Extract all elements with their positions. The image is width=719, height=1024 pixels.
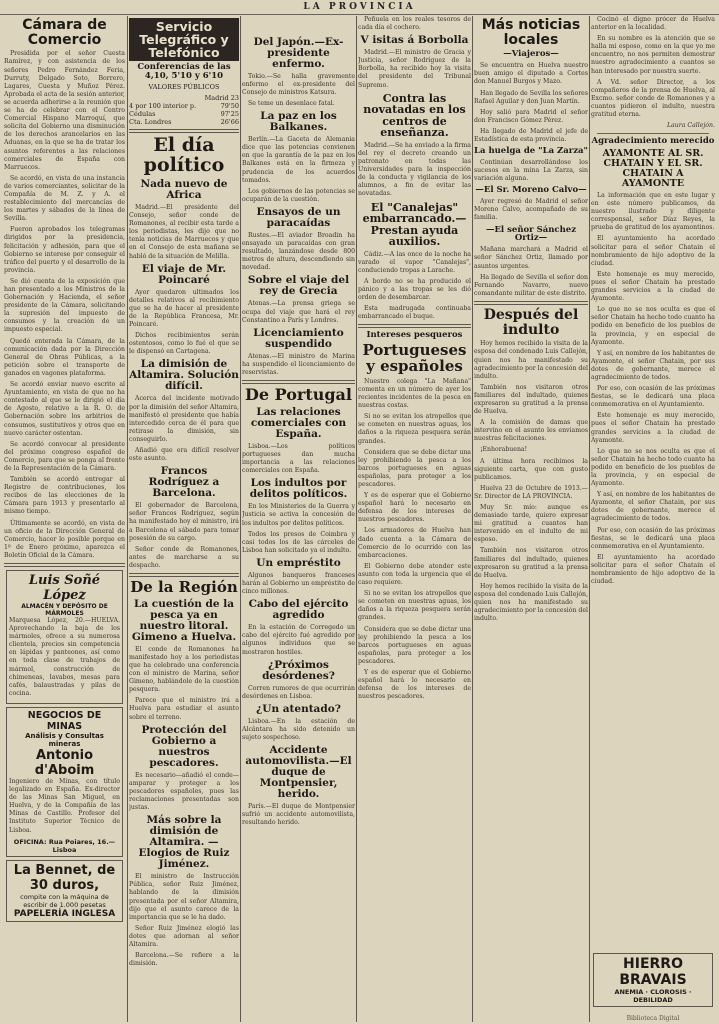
rate-row	[129, 102, 239, 110]
article-paragraph: En su nombre es la atención que se halla mi esposo, como en la que yo me encuentro, no nos permiten demostrar nuestro agradecimiento a cuantos se han interesado por nuestra suerte.	[591, 35, 715, 75]
column-4	[358, 16, 471, 1022]
advert-name: Antonio d'Aboim	[34, 747, 95, 778]
column-rule	[240, 16, 241, 1022]
article-paragraph: Ha llegado de Madrid el jefe de Estadística de esta provincia.	[474, 127, 588, 144]
headline-balkanes: La paz en los Balkanes.	[260, 110, 337, 134]
divider	[597, 133, 709, 134]
headline-relaciones: Las relaciones comerciales con España.	[250, 405, 347, 440]
signature: Laura Callejón.	[666, 122, 715, 130]
article-paragraph: Han llegado de Sevilla los señores Rafael Aguilar y don Juan Martín.	[474, 89, 588, 105]
rates-header	[129, 94, 239, 102]
article-paragraph: Este homenaje es muy merecido, pues el señor Chatain ha prestado grandes servicios a la ciudad de Ayamonte.	[591, 270, 715, 303]
article-paragraph: Se encuentra en Huelva nuestro buen amigo el diputado a Cortes don Manuel Burgos y Mazo.	[474, 62, 588, 86]
article-paragraph: Considera que se debe dictar una ley prohibiendo la pesca a los barcos portugueses en aguas españolas, para proteger a los pescadores.	[358, 625, 471, 665]
article-paragraph: Y así, en nombre de los habitantes de Ayamonte, el señor Chatain, por sus dotes de gobernante, merece el agradecimiento de todos.	[591, 349, 715, 381]
article-paragraph: Dichos recibimientos serán ostentosos, como lo fué el que se le dispensó en Cartagena.	[129, 332, 239, 356]
subhead-zarza: La huelga de "La Zarza"	[474, 146, 588, 157]
column-rule	[356, 16, 357, 1022]
article-paragraph: Fueron aprobados los telegramas dirigidos por la presidencia, felicitación y adhesión, para que el Gobierno se interese por conseguir el tráfico del puerto y el desarrollo de la provincia.	[4, 226, 125, 274]
headline-poincare: El viaje de Mr. Poincaré	[141, 262, 227, 286]
article-paragraph: Todos los presos de Coimbra y casi todos los de las cárceles de Lisboa han solicitado ya el indulto.	[242, 530, 355, 554]
divider	[129, 129, 239, 133]
article-paragraph: La información que en este lugar y en este número publicamos, da nuestro ilustrado y diligente corresponsal, señor Díaz Reyes, la prueba de gratitud de los ayamontinos.	[591, 192, 715, 232]
headline-licenciamiento: Licenciamiento suspendido	[253, 326, 344, 350]
advert-text: Ingeniero de Minas, con título legalizado en España. Ex-director de las Minas San Miguel, en Huelva, y de la Compañía de las Minas de Castillo. Profesor del Instituto Superior Técnico de Lisboa.	[9, 777, 120, 834]
article-paragraph: Y así, en nombre de los habitantes de Ayamonte, el señor Chatain, por sus dotes de gobernante, merece el agradecimiento de todos.	[591, 491, 715, 523]
headline-region: De la Región	[130, 577, 238, 596]
article-paragraph: En la estación de Corregedo un cabo del ejército fué agredido por algunos individuos que se mostraron hostiles.	[242, 624, 355, 656]
article-paragraph: Berlín.—La Gaceta de Alemania dice que las potencias convienen en que la garantía de la paz en los Balkanes está en la firmeza y prudencia de los acuerdos tomados.	[242, 136, 355, 184]
divider	[242, 380, 355, 384]
article-paragraph: Ayer regresó de Madrid el señor Moreno Calvo, acompañado de su familia.	[474, 198, 588, 222]
article-paragraph: Peñuela en los reales tesoros de cada día el cochero.	[358, 16, 471, 32]
masthead-title: LA PROVINCIA	[303, 2, 416, 12]
advert-subtitle: Análisis y Consultas mineras	[25, 731, 104, 748]
article-paragraph: Presidida por el señor Cuesta Ramírez, y con asistencia de los señores Pedro Fernández Feria, Durruty, Delgado Soto, Borrero, Lagares, Cuesta y Muñoz Pérez. Aprobada el acta de la sesión anterior, se acuerda adherirse a la reunión que se ha de celebrar con el Centro Comercial Hispano Marroquí, que solicita del Gobierno una disminución de los derechos arancelarios en las Aduanas, en la que se ha de tratar los asuntos referentes a las relaciones comerciales de España con Marruecos.	[4, 50, 125, 171]
divider	[474, 301, 588, 305]
section-banner-servicio: Servicio Telegráfico y Telefónico	[129, 18, 239, 61]
headline-proteccion: Protección del Gobierno a nuestros pescadores.	[141, 723, 227, 769]
article-paragraph: Nuestro colega "La Mañana" comenta en un número de ayer los recientes incidentes de la pesca en nuestras costas.	[358, 377, 471, 410]
advert-bennet	[6, 860, 123, 922]
article-paragraph: Es necesario—añadió el conde—amparar y proteger a los pescadores españoles, pues las reclamaciones presentadas son justas.	[129, 771, 239, 812]
advert-hierro-bravais	[593, 953, 713, 1007]
headline-indultos: Los indultos por delitos políticos.	[249, 477, 348, 501]
advert-name: HIERRO BRAVAIS	[619, 956, 687, 988]
article-paragraph: Acerca del incidente motivado por la dimisión del señor Altamira, manifestó el presidente que había intercedido cerca de él para que retirase la dimisión, sin conseguirlo.	[129, 395, 239, 443]
article-paragraph: El ministro de Instrucción Pública, señor Ruiz Jiménez, hablando de la dimisión presentada por el señor Altamira, dijo que el asunto carece de la importancia que se le ha dado.	[129, 873, 239, 921]
article-paragraph: Atenas.—El ministro de Marina ha suspendido el licenciamiento de reservistas.	[242, 352, 355, 376]
article-paragraph: ¡Enhorabuena!	[480, 446, 528, 454]
subhead-conferencias: Conferencias de las 4,10, 5'10 y 6'10	[137, 62, 231, 82]
article-paragraph: Cádiz.—A las once de la noche ha varado el vapor "Canalejas", conduciendo tropas a Larache.	[358, 250, 471, 274]
article-paragraph: Madrid.—El presidente del Consejo, señor conde de Romanones, al recibir esta tarde a los periodistas, les dijo que no tenía noticias de Marruecos y que en el Consejo de esta mañana se habló de la situación de Melilla.	[129, 203, 239, 260]
rates-date: Madrid 23	[204, 94, 239, 103]
subhead-calvo: —El Sr. Moreno Calvo—	[475, 185, 587, 196]
article-paragraph: A Vd. señor Director, a los compañeros de la prensa de Huelva, al Excmo. señor conde de Romanones y a cuantos pidieron el indulto, nuestra gratitud eterna.	[591, 78, 715, 119]
article-paragraph: Parece que el ministro irá a Huelva para estudiar el asunto sobre el terreno.	[129, 697, 239, 721]
headline-africa: Nada nuevo de Africa	[140, 177, 228, 201]
headline-rodriguez: Francos Rodríguez a Barcelona.	[148, 465, 220, 500]
headline-mas-noticias: Más noticias locales	[481, 17, 581, 48]
rates-table	[129, 102, 239, 126]
article-paragraph: Últimamente se acordó, en vista de un oficio de la Dirección General de Comercio, hacer lo posible porque en 1º de Enero próximo, aparezca el Boletín Oficial de la Cámara.	[4, 519, 125, 559]
article-paragraph: El Gobierno debe atender este asunto con toda la urgencia que el caso requiere.	[358, 562, 471, 587]
article-paragraph: Barcelona.—Se refiere a la dimisión.	[129, 952, 239, 968]
article-paragraph: Ha llegado de Sevilla el señor don Fernando Navarro, nuevo comandante militar de este distrito.	[474, 273, 588, 297]
headline-novatadas: Contra las novatadas en los centros de enseñanza.	[363, 91, 466, 140]
headline-ayamonte: AYAMONTE AL SR. CHATAIN Y EL SR. CHATAIN A AYAMONTE	[602, 148, 704, 190]
article-paragraph: A bordo no se ha producido el pánico y a las tropas se les dió orden de desembarcar.	[358, 277, 471, 302]
article-paragraph: Por eso, con ocasión de las próximas fiestas, se le dedicará una placa conmemorativa en el Ayuntamiento.	[591, 526, 715, 550]
headline-portugal: De Portugal	[245, 385, 352, 405]
advert-title: NEGOCIOS DE MINAS	[27, 709, 102, 732]
article-paragraph: Se acordó, en vista de una instancia de varios comerciantes, solicitar de la Compañía de M. Z. y A. el restablecimiento del mercancías de los martes y sábados de la línea de Sevilla.	[4, 174, 125, 223]
column-5	[474, 16, 588, 1022]
rate-value: 79'50	[220, 102, 239, 111]
advert-subtitle: ANEMIA · CLOROSIS · DEBILIDAD	[614, 988, 692, 1004]
column-3	[242, 16, 355, 1022]
advert-minas	[6, 707, 123, 857]
headline-borbolla: V isitas á Borbolla	[360, 34, 469, 47]
column-rule	[589, 16, 590, 1022]
article-paragraph: Hoy salió para Madrid el señor don Francisco Gómez Pérez.	[474, 108, 588, 124]
article-paragraph: Se dió cuenta de la exposición que han presentado a los Ministros de la Gobernación y Hacienda, el señor presidente de la Cámara, solicitando la supresión del impuesto de consumos y la creación de un impuesto especial.	[4, 277, 125, 334]
rate-row	[129, 118, 239, 126]
headline-servicio-cont	[242, 18, 355, 34]
article-paragraph: Lisboa.—En la estación de Alcântara ha sido detenido un sujeto sospechoso.	[242, 717, 355, 742]
article-paragraph: Madrid.—Se ha enviado a la firma del rey el decreto creando un patronato en todas las Universidades para la inspección de la conducta y vigilancia de los alumnos, a fin de evitar las novatadas.	[358, 141, 471, 198]
article-paragraph: Por eso, con ocasión de las próximas fiestas, se le dedicará una placa conmemorativa en el Ayuntamiento.	[591, 385, 715, 409]
article-paragraph: También nos visitaron otros familiares del indultado, quienes expresaron su gratitud a la prensa de Huelva.	[474, 547, 588, 579]
article-paragraph: Lo que no se nos oculta es que el señor Chatain ha hecho todo cuanto ha podido en beneficio de los pueblos de la provincia, y en especial de Ayamonte.	[591, 447, 715, 488]
article-paragraph: Ayer quedaron ultimados los detalles relativos al recibimiento que se ha de hacer al presidente de la República Francesa, Mr. Poincaré.	[129, 288, 239, 328]
headline-portugueses: Portugueses y españoles	[362, 341, 467, 376]
advert-text: Marquesa López, 20.—HUELVA. Aprovechando la baja de los mármoles, ofrece a su numerosa clientela, precios sin competencia en lápidas y panteones, así como en toda clase de trabajos de mármol, construcción de chimeneas, lavabos, mesas para cafés, balaustradas y pilas de cocina.	[9, 617, 120, 697]
article-paragraph: En los Ministerios de la Guerra y Justicia se activa la concesión de los indultos por delitos políticos.	[242, 503, 355, 527]
column-6	[591, 16, 715, 1022]
article-paragraph: Muy Sr. mío: aunque es demasiado tarde, quiero expresar mi gratitud a cuantos han intervenido en el indulto de mi esposo.	[474, 504, 588, 544]
rate-value: 97'25	[220, 110, 239, 119]
article-paragraph: También se acordó entregar al Registro de contribuciones, los recibos de las elecciones de la Cámara para 1913 y presentarlo al mismo tiempo.	[4, 476, 125, 516]
article-paragraph: Si no se evitan los atropellos que se cometen en nuestras aguas, los daños a la riqueza pesquera serán grandes.	[358, 590, 471, 622]
rate-value: 26'66	[220, 118, 239, 127]
article-paragraph: Huelva 23 de Octubre de 1913.—Sr. Director de LA PROVINCIA.	[474, 484, 588, 500]
divider	[4, 563, 125, 567]
headline-intereses: Intereses pesqueros	[366, 330, 463, 341]
article-paragraph: Lisboa.—Los políticos portugueses dan mucha importancia a las relaciones comerciales con España.	[242, 442, 355, 475]
headline-indulto: Después del indulto	[483, 306, 579, 338]
advert-subtitle: ALMACÉN Y DEPÓSITO DE MÁRMOLES	[21, 603, 108, 617]
column-rule	[472, 16, 473, 1022]
column-2	[129, 16, 239, 1022]
article-paragraph: Considera que se debe dictar una ley prohibiendo la pesca a los barcos portugueses en aguas españolas, para proteger a los pescadores.	[358, 448, 471, 488]
headline-paracaidas: Ensayos de un paracaídas	[256, 205, 341, 229]
article-paragraph: El ayuntamiento ha acordado solicitar para el señor Chatain el nombramiento de hijo adoptivo de la ciudad.	[591, 235, 715, 267]
article-paragraph: También nos visitaron otros familiares del indultado, quienes expresaron su gratitud a la prensa de Huelva.	[474, 383, 588, 416]
article-paragraph: Quedó enterada la Cámara, de la comunicación dada por la Dirección General de Obras Públicas, a la petición sobre el transporte de ganados en vagones plataforma.	[4, 337, 125, 377]
subhead-agradecimiento: Agradecimiento merecido	[591, 136, 715, 147]
article-paragraph: Se acordó enviar nuevo escrito al Ayuntamiento, en vista de que no ha contestado al que se le dirigió el día de Agosto, relativo a la R. O. de Gobernación sobre los arbitrios de consumos, sustitutivos y otros que en nuevo carácter ostentan.	[4, 381, 125, 437]
article-paragraph: Algunos banqueros franceses harán al Gobierno un empréstito de cinco millones.	[242, 571, 355, 596]
column-1	[4, 16, 125, 1022]
article-paragraph: Lo que no se nos oculta es que el señor Chatain ha hecho todo cuanto ha podido en beneficio de los pueblos de la provincia, y en especial de Ayamonte.	[591, 306, 715, 346]
article-paragraph: Señor conde de Romanones, antes de marcharse a su despacho.	[129, 545, 239, 569]
article-paragraph: Los armadores de Huelva han dado cuenta a la Cámara de Comercio de lo ocurrido con las embarcaciones.	[358, 527, 471, 559]
column-rule	[127, 16, 128, 1022]
advert-marmoles	[6, 570, 123, 704]
article-paragraph: Si no se evitan los atropellos que se cometen en nuestras aguas, los daños a la riqueza pesquera serán grandes.	[358, 413, 471, 445]
article-paragraph: A última hora recibimos la siguiente carta, que con gusto publicamos.	[474, 457, 588, 481]
article-paragraph: Atenas.—La prensa griega se ocupa del viaje que hará el rey Constantino a París y Londres.	[242, 300, 355, 324]
rate-label: 4 por 100 interior p.	[129, 102, 197, 111]
headline-atentado: ¿Un atentado?	[256, 702, 341, 715]
article-paragraph: Se acordó convocar al presidente del próximo congreso español de Comercio, para que se ponga al frente de la Representación de la Cámara.	[4, 440, 125, 472]
rate-label: Cta. Londres	[129, 118, 172, 127]
article-paragraph: Se teme un desenlace fatal.	[248, 100, 335, 108]
headline-accidente: Accidente automovilista.—El duque de Montpensier, herido.	[245, 744, 352, 801]
article-paragraph: El ayuntamiento ha acordado solicitar para el señor Chatain el nombramiento de hijo adoptivo de la ciudad.	[591, 553, 715, 586]
headline-dia-politico: El día político	[143, 134, 225, 176]
article-paragraph: Esta madrugada continuaba embarrancado el buque.	[358, 305, 471, 321]
library-stamp: Biblioteca Digital	[626, 1015, 680, 1022]
advert-shop: PAPELERÍA INGLESA	[13, 908, 116, 919]
article-paragraph: Mañana marchará a Madrid el señor Sánchez Ortiz, llamado por asuntos urgentes.	[474, 246, 588, 270]
headline-japon: Del Japón.—Ex-presidente enfermo.	[253, 35, 344, 70]
subhead-viajeros: —Viajeros—	[503, 49, 559, 60]
subhead-ortiz: —El señor Sánchez Ortiz—	[485, 224, 577, 244]
valores-label: VALORES PÚBLICOS	[148, 83, 220, 92]
article-paragraph: Rustes.—El aviador Broadin ha ensayado un paracaídas con gran resultado, lanzándose desde 800 metros de altura, descendiendo sin novedad.	[242, 231, 355, 272]
article-paragraph: Madrid.—El ministro de Gracia y Justicia, señor Rodríguez de la Borbolla, ha recibido hoy la visita del presidente del Tribunal Supremo.	[358, 49, 471, 89]
article-paragraph: Hoy hemos recibido la visita de la esposa del condenado Luis Callejón, quien nos ha manifestado su agradecimiento por la concesión del indulto.	[474, 582, 588, 623]
article-paragraph: Corren rumores de que ocurrirán desórdenes en Lisboa.	[242, 684, 355, 700]
advert-address: OFICINA: Rua Poiares, 16.—Lisboa	[13, 837, 116, 854]
article-paragraph: Tokio.—Se halla gravemente enfermo el ex-presidente del Consejo de ministros Katsura.	[242, 72, 355, 96]
rate-row	[129, 110, 239, 118]
article-paragraph: París.—El duque de Montpensier sufrió un accidente automovilista, resultando herido.	[242, 803, 355, 827]
headline-desordenes: ¿Próximos desórdenes?	[262, 658, 335, 682]
headline-emprestito: Un empréstito	[256, 556, 341, 569]
article-paragraph: El gobernador de Barcelona, señor Francos Rodríguez, según ha manifestado hoy el ministro, irá a Barcelona el sábado para tomar posesión de su cargo.	[129, 502, 239, 542]
advert-text: compite con la máquina de escribir de 1.000 pesetas	[20, 892, 109, 909]
advert-name: La Bennet, de 30 duros,	[13, 862, 116, 893]
headline-altamira: La dimisión de Altamira. Solución difícil.	[129, 358, 239, 393]
article-paragraph: Y es de esperar que el Gobierno español hará lo necesario en defensa de los intereses de nuestros pescadores.	[358, 492, 471, 524]
article-paragraph: Hoy hemos recibido la visita de la esposa del condenado Luis Callejón, quien nos ha manifestado su agradecimiento por la concesión del indulto.	[474, 340, 588, 380]
headline-grecia: Sobre el viaje del rey de Grecia	[247, 274, 350, 298]
headline-cabo: Cabo del ejército agredido	[248, 598, 349, 622]
rate-label: Cédulas	[129, 110, 156, 119]
advert-name: Luis Soñé López	[28, 573, 101, 603]
headline-canalejas: El "Canalejas" embarrancado.—Prestan ayuda auxilios.	[362, 200, 467, 249]
article-paragraph: El conde de Romanones ha manifestado hoy a los periodistas que ha celebrado una conferencia con el ministro de Marina, señor Gimeno, hablándole de la cuestión pesquera.	[129, 645, 239, 694]
article-paragraph: Continúan desarrollándose los sucesos en la mina La Zarza, sin variación alguna.	[474, 159, 588, 183]
article-paragraph: Cocinó el digno prócer de Huelva anterior en la localidad.	[591, 16, 715, 32]
article-paragraph: A la comisión de damas que intervino en el asunto les enviamos nuestras felicitaciones.	[474, 419, 588, 443]
masthead	[0, 0, 719, 15]
headline-altamira-2: Más sobre la dimisión de Altamira. —Elogios de Ruiz Jiménez.	[138, 814, 230, 871]
article-paragraph: Y es de esperar que el Gobierno español hará lo necesario en defensa de los intereses de nuestros pescadores.	[358, 668, 471, 701]
article-paragraph: Los gobiernos de las potencias se ocuparán de la cuestión.	[242, 187, 355, 203]
article-paragraph: Añadió que era difícil resolver este asunto.	[129, 446, 239, 463]
divider	[129, 573, 239, 577]
headline-camara-comercio: Cámara de Comercio	[22, 17, 107, 48]
article-paragraph: Este homenaje es muy merecido, pues el señor Chatain ha prestado grandes servicios a la ciudad de Ayamonte.	[591, 412, 715, 444]
divider	[358, 324, 471, 328]
headline-pesca: La cuestión de la pesca ya en nuestro litoral. Gimeno a Huelva.	[131, 597, 237, 643]
article-paragraph: Señor Ruiz Jiménez elogió las dotes que adornan al señor Altamira.	[129, 924, 239, 948]
